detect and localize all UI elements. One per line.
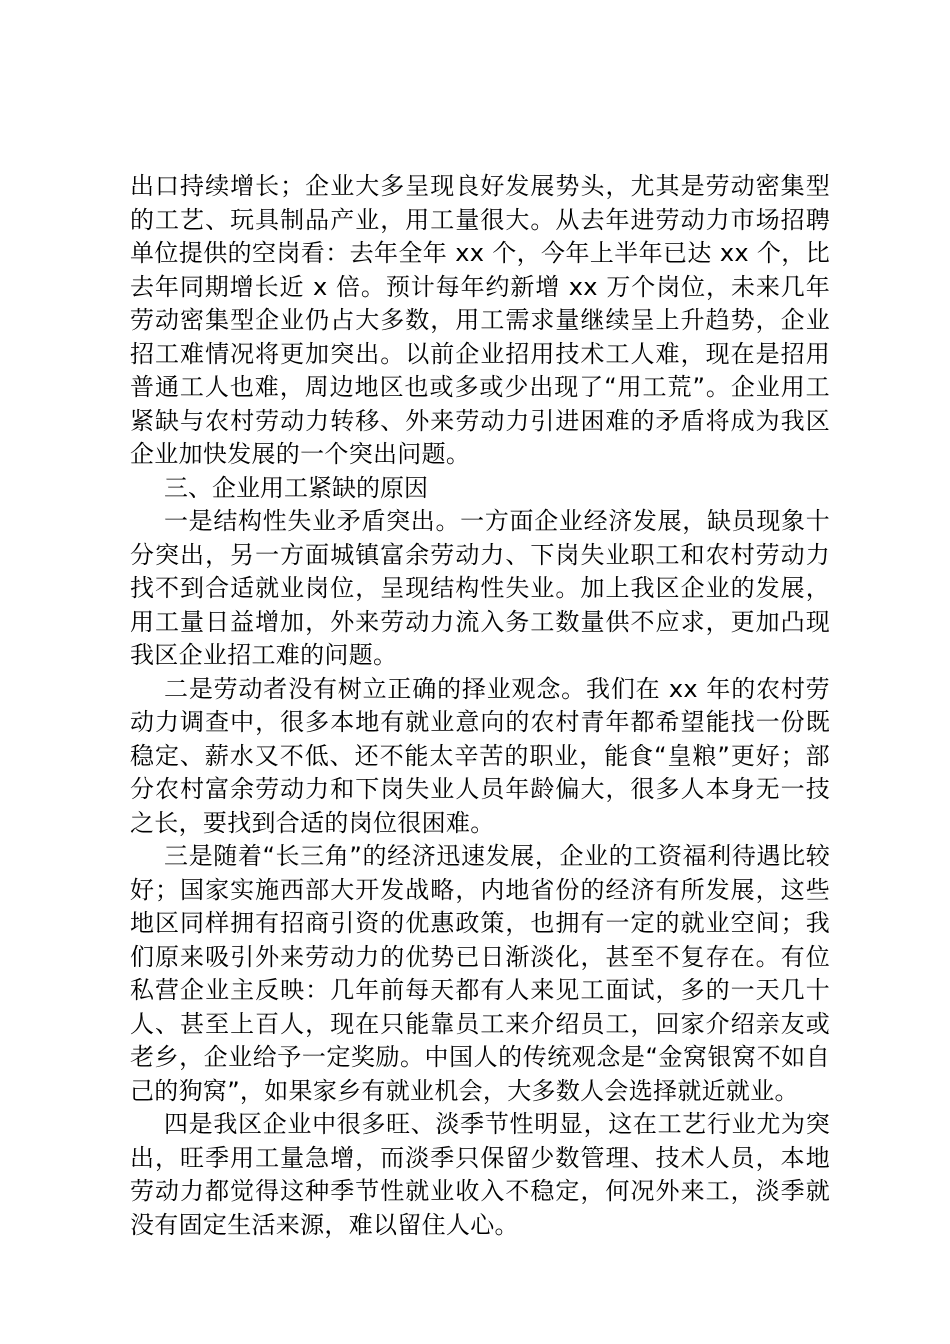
paragraph-reason-2: 二是劳动者没有树立正确的择业观念。我们在 xx 年的农村劳动力调查中，很多本地有就业意向的农村青年都希望能找一份既稳定、薪水又不低、还不能太辛苦的职业，能食“皇粮”更好；部分农村富余劳动力和下岗失业人员年龄偏大，很多人本身无一技之长，要找到合适的岗位很困难。: [130, 674, 830, 837]
section-heading: 三、企业用工紧缺的原因: [164, 473, 428, 502]
paragraph-continuation: 出口持续增长；企业大多呈现良好发展势头，尤其是劳动密集型的工艺、玩具制品产业，用工量很大。从去年进劳动力市场招聘单位提供的空岗看：去年全年 xx 个，今年上半年已达 xx 个，比去年同期增长近 x 倍。预计每年约新增 xx 万个岗位，未来几年劳动密集型企业仍占大多数，用工需求量继续呈上升趋势，企业招工难情况将更加突出。以前企业招用技术工人难，现在是招用普通工人也难，周边地区也或多或少出现了“用工荒”。企业用工紧缺与农村劳动力转移、外来劳动力引进困难的矛盾将成为我区企业加快发展的一个突出问题。: [130, 172, 830, 468]
document-body: [130, 170, 830, 1242]
paragraph-reason-1: 一是结构性失业矛盾突出。一方面企业经济发展，缺员现象十分突出，另一方面城镇富余劳动力、下岗失业职工和农村劳动力找不到合适就业岗位，呈现结构性失业。加上我区企业的发展，用工量日益增加，外来劳动力流入务工数量供不应求，更加凸现我区企业招工难的问题。: [130, 507, 830, 669]
paragraph-reason-4: 四是我区企业中很多旺、淡季节性明显，这在工艺行业尤为突出，旺季用工量急增，而淡季只保留少数管理、技术人员，本地劳动力都觉得这种季节性就业收入不稳定，何况外来工，淡季就没有固定生活来源，难以留住人心。: [130, 1110, 830, 1239]
paragraph-reason-3: 三是随着“长三角”的经济迅速发展，企业的工资福利待遇比较好；国家实施西部大开发战略，内地省份的经济有所发展，这些地区同样拥有招商引资的优惠政策，也拥有一定的就业空间；我们原来吸引外来劳动力的优势已日渐淡化，甚至不复存在。有位私营企业主反映：几年前每天都有人来见工面试，多的一天几十人、甚至上百人，现在只能靠员工来介绍员工，回家介绍亲友或老乡，企业给予一定奖励。中国人的传统观念是“金窝银窝不如自己的狗窝”，如果家乡有就业机会，大多数人会选择就近就业。: [130, 842, 830, 1105]
